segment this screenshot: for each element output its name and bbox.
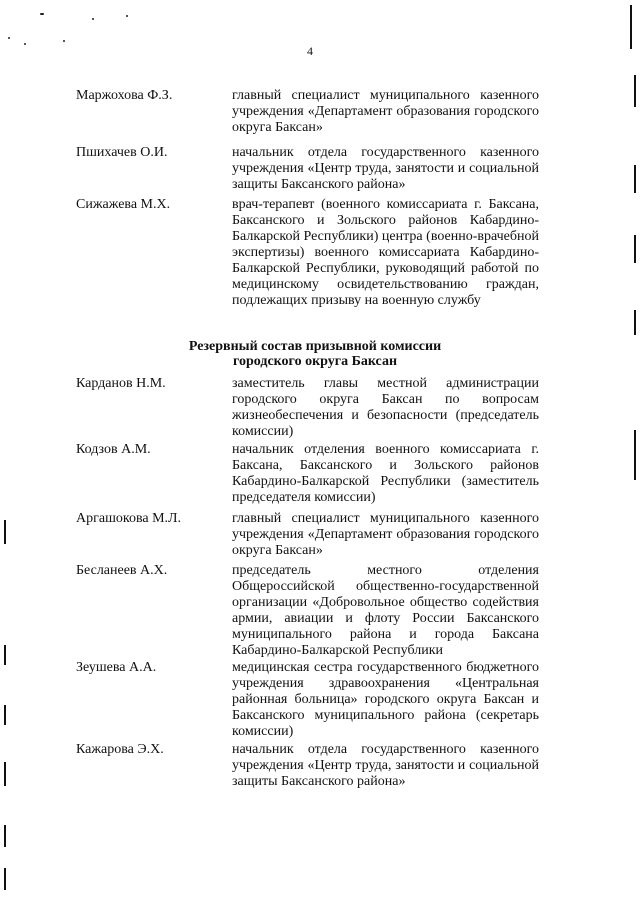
member-role: начальник отдела государственного казенного учреждения «Центр труда, занятости и социальной защиты Баксанского района»: [232, 145, 539, 192]
scan-edge-mark: [4, 825, 6, 847]
scan-edge-mark: [634, 310, 636, 335]
member-role: главный специалист муниципального казенного учреждения «Департамент образования городского округа Баксан»: [232, 88, 539, 135]
member-entry: [76, 145, 546, 193]
member-name: Аргашокова М.Л.: [76, 511, 182, 526]
member-role: главный специалист муниципального казенного учреждения «Департамент образования городского округа Баксан»: [232, 511, 539, 558]
scan-edge-mark: [4, 762, 6, 786]
member-name: Зеушева А.А.: [76, 660, 157, 675]
reserve-member-entry: [76, 660, 546, 740]
scan-speck: [63, 40, 65, 42]
scan-edge-mark: [634, 75, 636, 107]
member-name: Бесланеев А.Х.: [76, 563, 168, 578]
reserve-heading-line1: Резервный состав призывной комиссии: [188, 339, 442, 354]
scan-edge-mark: [634, 430, 636, 480]
scan-edge-mark: [634, 165, 636, 193]
reserve-member-entry: [76, 442, 546, 506]
member-role: начальник отдела государственного казенного учреждения «Центр труда, занятости и социальной защиты Баксанского района»: [232, 742, 539, 789]
reserve-member-entry: [76, 376, 546, 440]
scan-edge-mark: [4, 645, 6, 665]
scan-speck: [40, 13, 44, 15]
member-name: Маржохова Ф.З.: [76, 88, 173, 103]
member-role: медицинская сестра государственного бюджетного учреждения здравоохранения «Центральная районная больница» городского округа Баксан и Баксанского муниципального района (секретарь комиссии): [232, 660, 539, 739]
reserve-member-entry: [76, 742, 546, 790]
scan-edge-mark: [634, 235, 636, 263]
reserve-section-heading: [150, 339, 480, 369]
member-name: Кодзов А.М.: [76, 442, 151, 457]
scan-speck: [24, 43, 26, 45]
member-role: заместитель главы местной администрации городского округа Баксан по вопросам жизнеобеспечения и безопасности (председатель комиссии): [232, 376, 539, 439]
scan-speck: [126, 15, 128, 17]
member-role: председатель местного отделения Общероссийской общественно-государственной организации «Добровольное общество содействия армии, авиации и флоту России Баксанского муниципального района и города Баксана Кабардино-Балкарской Республики: [232, 563, 539, 658]
member-name: Кажарова Э.Х.: [76, 742, 164, 757]
scan-speck: [92, 18, 94, 20]
member-entry: [76, 197, 546, 309]
reserve-member-entry: [76, 563, 546, 659]
member-role: начальник отделения военного комиссариата г. Баксана, Баксанского и Зольского районов Кабардино-Балкарской Республики (заместитель председателя комиссии): [232, 442, 539, 505]
reserve-member-entry: [76, 511, 546, 559]
scan-edge-mark: [4, 705, 6, 725]
member-name: Карданов Н.М.: [76, 376, 166, 391]
page-number: 4: [307, 44, 313, 58]
member-role: врач-терапевт (военного комиссариата г. Баксана, Баксанского и Зольского районов Кабардино-Балкарской Республики) центра (военно-врачебной экспертизы) военного комиссариата Кабардино-Балкарской Республики, руководящий работой по медицинскому освидетельствованию граждан, подлежащих призыву на военную службу: [232, 197, 539, 308]
scan-speck: [8, 37, 10, 39]
reserve-heading-line2: городского округа Баксан: [232, 354, 398, 369]
scan-edge-mark: [4, 868, 6, 890]
member-name: Пшихачев О.И.: [76, 145, 168, 160]
scan-edge-mark: [630, 5, 632, 49]
member-entry: [76, 88, 546, 136]
member-name: Сижажева М.Х.: [76, 197, 171, 212]
scan-edge-mark: [4, 520, 6, 544]
